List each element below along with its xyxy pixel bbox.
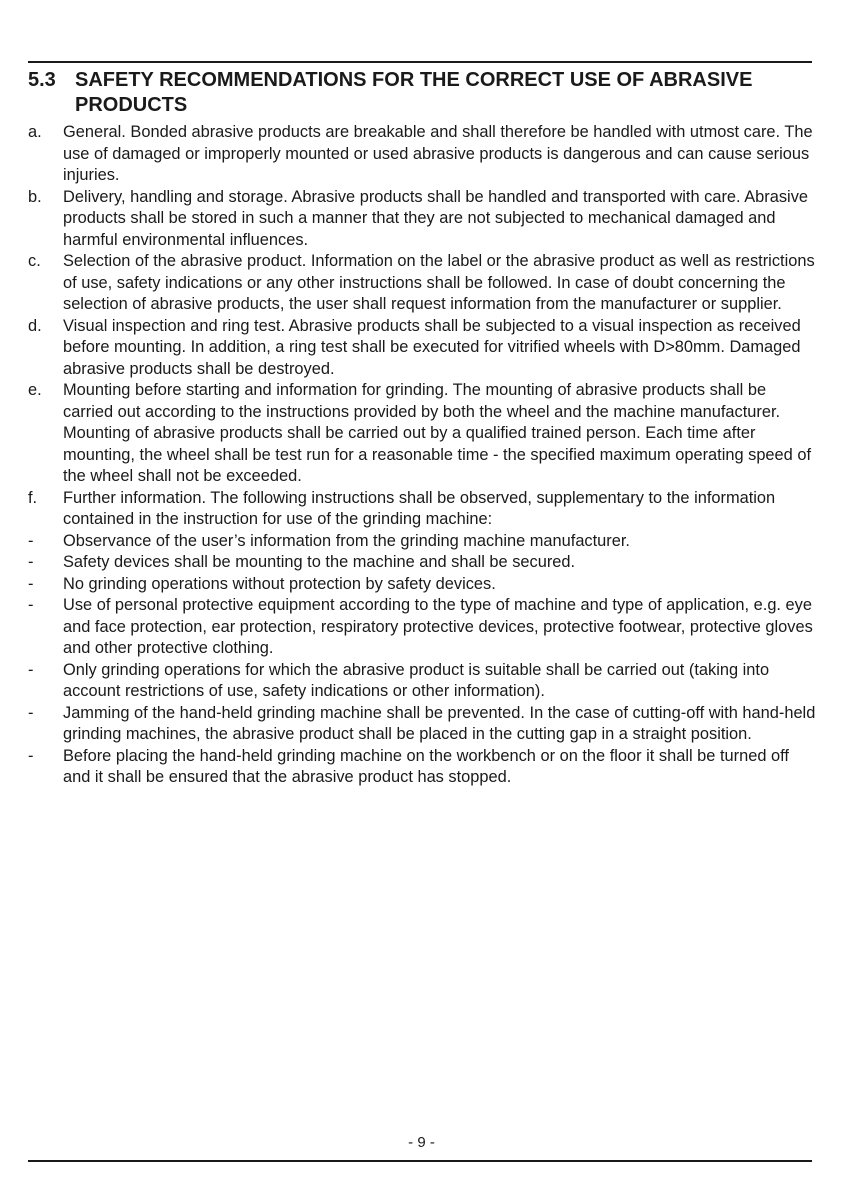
list-item (28, 746, 818, 789)
list-item (28, 187, 818, 252)
list-item (28, 660, 818, 703)
item-marker: - (28, 531, 34, 550)
recommendation-list (28, 122, 818, 789)
item-marker: - (28, 596, 34, 614)
list-item (28, 122, 818, 187)
item-marker: - (28, 660, 34, 679)
item-text: General. Bonded abrasive products are breakable and shall therefore be handled with utmost care. The use of damaged or improperly mounted or used abrasive products is dangerous and can cause serious injuries. (63, 123, 813, 184)
list-item (28, 488, 818, 531)
list-item (28, 574, 818, 596)
item-marker: c. (28, 252, 41, 270)
item-text: Selection of the abrasive product. Information on the label or the abrasive product as well as restrictions of use, safety indications or any other instructions shall be followed. In case of doubt concerning the selection of abrasive products, the user shall request information from the manufacturer or supplier. (63, 252, 815, 313)
item-text: Jamming of the hand-held grinding machine shall be prevented. In the case of cutting-off with hand-held grinding machines, the abrasive product shall be placed in the cutting gap in a straight position. (63, 703, 816, 743)
list-item (28, 380, 818, 488)
item-text: Only grinding operations for which the abrasive product is suitable shall be carried out (taking into account restrictions of use, safety indications or other information). (63, 660, 770, 700)
section-title: SAFETY RECOMMENDATIONS FOR THE CORRECT USE OF ABRASIVE PRODUCTS (75, 69, 753, 116)
item-text: Mounting before starting and information for grinding. The mounting of abrasive products shall be carried out according to the instructions provided by both the wheel and the machine manufacturer. Mounting of abrasive products shall be carried out by a qualified trained person. Each time after mounting, the wheel shall be test run for a reasonable time - the specified maximum operating speed of the wheel shall not be exceeded. (63, 381, 812, 485)
item-marker: - (28, 703, 34, 722)
item-text: Safety devices shall be mounting to the machine and shall be secured. (63, 553, 576, 571)
list-item (28, 531, 818, 553)
list-item (28, 251, 818, 316)
item-marker: e. (28, 381, 42, 399)
item-text: No grinding operations without protection by safety devices. (63, 574, 496, 593)
item-text: Before placing the hand-held grinding machine on the workbench or on the floor it shall be turned off and it shall be ensured that the abrasive product has stopped. (63, 746, 789, 786)
item-marker: a. (28, 123, 42, 141)
section-heading (28, 68, 812, 118)
page-number: - 9 - (408, 1134, 435, 1151)
list-item (28, 316, 818, 381)
item-marker: f. (28, 488, 38, 507)
item-marker: - (28, 574, 34, 593)
list-item (28, 703, 818, 746)
top-rule (28, 61, 812, 63)
item-marker: - (28, 746, 34, 765)
item-text: Delivery, handling and storage. Abrasive products shall be handled and transported with care. Abrasive products shall be stored in such a manner that they are not subjected to mechanical damaged and harmful environmental influences. (63, 187, 809, 249)
list-item (28, 595, 818, 660)
item-text: Use of personal protective equipment according to the type of machine and type of application, e.g. eye and face protection, ear protection, respiratory protective devices, protective footwear, protective gloves and other protective clothing. (63, 596, 813, 657)
item-marker: d. (28, 316, 42, 335)
item-text: Observance of the user’s information from the grinding machine manufacturer. (63, 531, 630, 550)
item-marker: - (28, 553, 34, 571)
item-text: Further information. The following instructions shall be observed, supplementary to the information contained in the instruction for use of the grinding machine: (63, 488, 776, 528)
section-number: 5.3 (28, 69, 56, 91)
bottom-rule (28, 1160, 812, 1162)
list-item (28, 552, 818, 574)
item-text: Visual inspection and ring test. Abrasive products shall be subjected to a visual inspection as received before mounting. In addition, a ring test shall be executed for vitrified wheels with D>80mm. Damaged abrasive products shall be destroyed. (63, 316, 801, 378)
item-marker: b. (28, 187, 42, 206)
